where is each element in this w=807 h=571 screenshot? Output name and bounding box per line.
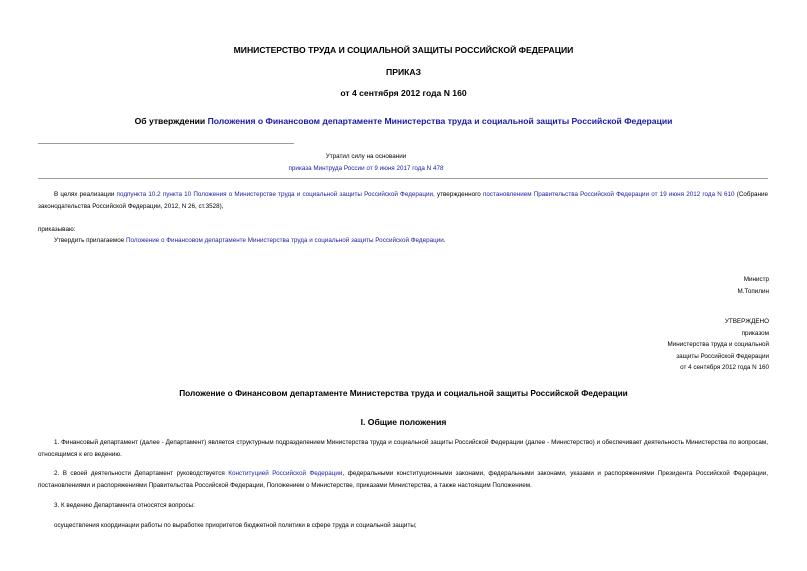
paragraph-1: 1. Финансовый департамент (далее - Департамент) является структурным подразделением Министерства труда и социальной защиты Российской Федерации (далее - Министерство) и обеспечивает деятельность Министерства по вопросам, относящимся к его ведению. bbox=[38, 439, 768, 458]
divider-top bbox=[38, 143, 294, 144]
paragraph-4: осуществления координации работы по выработке приоритетов бюджетной политики в сфере труда и социальной защиты; bbox=[54, 522, 417, 529]
approved-line-4: защиты Российской Федерации bbox=[676, 352, 769, 360]
paragraph-3: 3. К ведению Департамента относятся вопросы: bbox=[54, 502, 195, 509]
doc-type-heading: ПРИКАЗ bbox=[386, 67, 421, 77]
preamble-text-2: , утвержденного bbox=[433, 191, 483, 198]
signature-name: М.Топилин bbox=[737, 287, 769, 295]
approved-line-2: приказом bbox=[741, 329, 769, 337]
order-word: приказываю: bbox=[38, 226, 76, 233]
lost-force-note bbox=[156, 151, 576, 174]
lost-force-link[interactable]: приказа Минтруда России от 9 июня 2017 года N 478 bbox=[288, 164, 444, 172]
preamble-text-3: (Собрание законодательства Российской Федерации, 2012, N 26, ст.3528), bbox=[38, 191, 768, 210]
section-heading: I. Общие положения bbox=[360, 417, 447, 427]
subpoint-link[interactable]: подпункта 10.2 пункта 10 Положения о Министерстве труда и социальной защиты Российской Федерации bbox=[116, 191, 434, 198]
paragraph-2-text-1: 2. В своей деятельности Департамент руководствуется bbox=[54, 470, 229, 477]
preamble-text-1: В целях реализации bbox=[54, 191, 117, 198]
doc-title-prefix: Об утверждении bbox=[134, 116, 208, 126]
preamble-paragraph bbox=[38, 189, 768, 212]
approve-text-2: . bbox=[443, 237, 446, 244]
approved-block bbox=[667, 316, 769, 374]
government-decree-link[interactable]: постановлением Правительства Российской Федерации от 19 июня 2012 года N 610 bbox=[482, 191, 735, 198]
approved-line-5: от 4 сентября 2012 года N 160 bbox=[680, 364, 769, 371]
lost-force-line: Утратил силу на основании bbox=[325, 153, 407, 160]
regulation-heading: Положение о Финансовом департаменте Министерства труда и социальной защиты Российской Федерации bbox=[179, 388, 628, 398]
approved-line-1: УТВЕРЖДЕНО bbox=[724, 318, 769, 325]
signature-role: Министр bbox=[743, 276, 769, 283]
signature-block bbox=[738, 274, 769, 297]
constitution-link[interactable]: Конституцией Российской Федерации bbox=[228, 470, 343, 477]
regulation-title-link[interactable]: Положения о Финансовом департаменте Министерства труда и социальной защиты Российской Федерации bbox=[207, 116, 673, 126]
approved-line-3: Министерства труда и социальной bbox=[667, 341, 769, 348]
paragraph-2 bbox=[38, 468, 768, 491]
approve-text-1: Утвердить прилагаемое bbox=[54, 237, 126, 244]
approve-paragraph bbox=[38, 235, 768, 247]
regulation-link[interactable]: Положение о Финансовом департаменте Министерства труда и социальной защиты Российской Федерации bbox=[125, 237, 444, 244]
ministry-heading: МИНИСТЕРСТВО ТРУДА И СОЦИАЛЬНОЙ ЗАЩИТЫ РОССИЙСКОЙ ФЕДЕРАЦИИ bbox=[233, 45, 574, 55]
doc-date: от 4 сентября 2012 года N 160 bbox=[340, 88, 467, 98]
divider-bottom bbox=[38, 178, 768, 179]
doc-title bbox=[0, 116, 807, 126]
paragraph-2-text-2: , федеральными конституционными законами, федеральными законами, указами и распоряжениями Президента Российской Федерации, постановлениями и распоряжениями Правительства Российской Федерации, Положением о Министерстве, приказами Министерства, а также настоящим Положением. bbox=[38, 470, 768, 489]
